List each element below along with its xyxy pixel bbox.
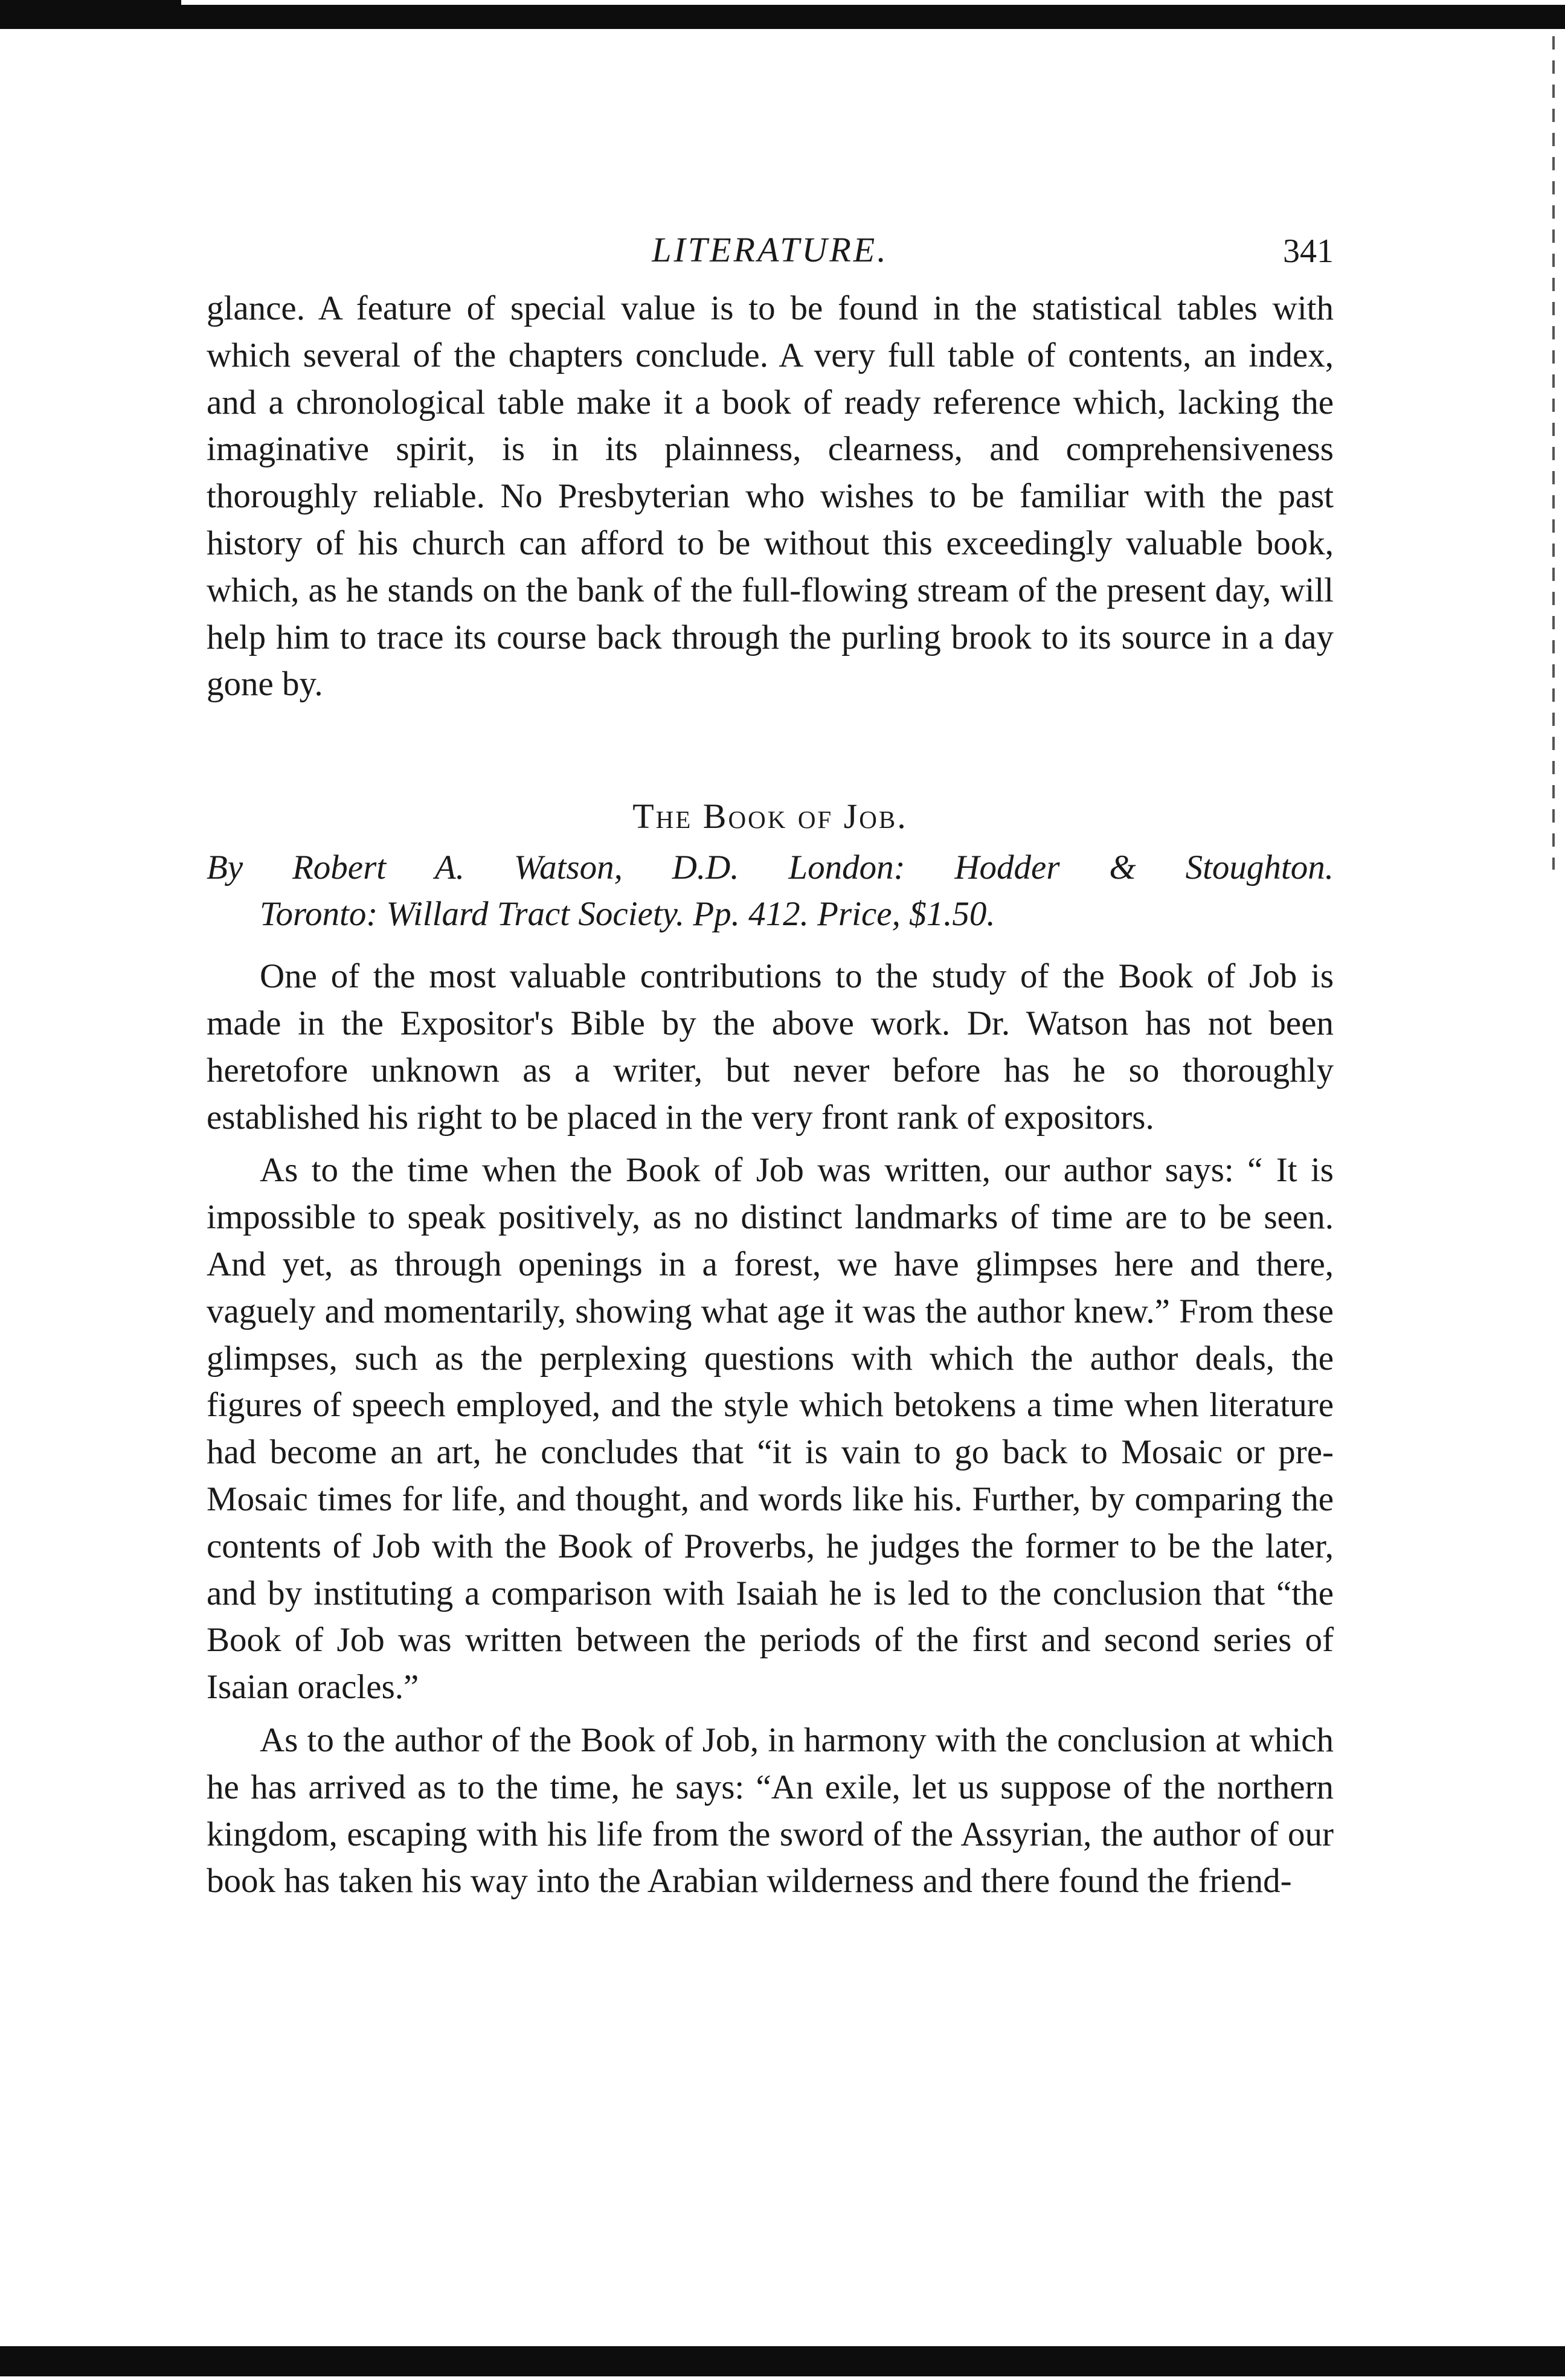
citation-line-distributor-price: Toronto: Willard Tract Society. Pp. 412. Price, $1.50. (260, 895, 995, 934)
page-number: 341 (1283, 233, 1334, 270)
review-paragraph: As to the time when the Book of Job was written, our author says: “ It is impossible to speak positively, as no distinct landmarks of time are to be seen. And yet, as through openings in a forest, we have glimpses here and there, vaguely and momentarily, showing what age it was the author knew.” From these glimpses, such as the perplexing questions with which the author deals, the figures of speech employed, and the style which betokens a time when literature had become an art, he concludes that “it is vain to go back to Mosaic or pre-Mosaic times for life, and thought, and words like his. Further, by comparing the contents of Job with the Book of Proverbs, he judges the former to be the later, and by instituting a comparison with Isaiah he is led to the conclusion that “the Book of Job was written between the periods of the first and second series of Isaian oracles.” (207, 1151, 1334, 1707)
scan-edge-top-notch (0, 0, 181, 5)
running-head (207, 229, 1334, 285)
review-heading: The Book of Job. (632, 797, 908, 836)
scan-edge-bottom (0, 2346, 1565, 2376)
review-body (207, 953, 1334, 1905)
continued-paragraph: glance. A feature of special value is to be found in the statistical tables with which several of the chapters conclude. A very full table of contents, an index, and a chronological table make it a book of ready reference which, lacking the imaginative spirit, is in its plainness, clearness, and comprehensiveness thoroughly reliable. No Presbyterian who wishes to be familiar with the past history of his church can afford to be without this exceedingly valuable book, which, as he stands on the bank of the full-flowing stream of the present day, will help him to trace its course back through the purling brook to its source in a day gone by. (207, 289, 1334, 704)
book-page (207, 229, 1334, 1905)
running-head-title: LITERATURE. (652, 230, 889, 269)
citation-line-author-publisher: By Robert A. Watson, D.D. London: Hodder & Stoughton. (207, 848, 1334, 887)
scan-edge-right (1552, 36, 1555, 870)
review-paragraph: As to the author of the Book of Job, in harmony with the conclusion at which he has arrived as to the time, he says: “An exile, let us suppose of the northern kingdom, escaping with his life from the sword of the Assyrian, the author of our book has taken his way into the Arabian wilderness and there found the friend- (207, 1721, 1334, 1900)
review-citation (207, 844, 1334, 937)
review-paragraph: One of the most valuable contributions to the study of the Book of Job is made in the Expositor's Bible by the above work. Dr. Watson has not been heretofore unknown as a writer, but never before has he so thoroughly established his right to be placed in the very front rank of expositors. (207, 957, 1334, 1137)
scan-edge-top (0, 5, 1565, 29)
